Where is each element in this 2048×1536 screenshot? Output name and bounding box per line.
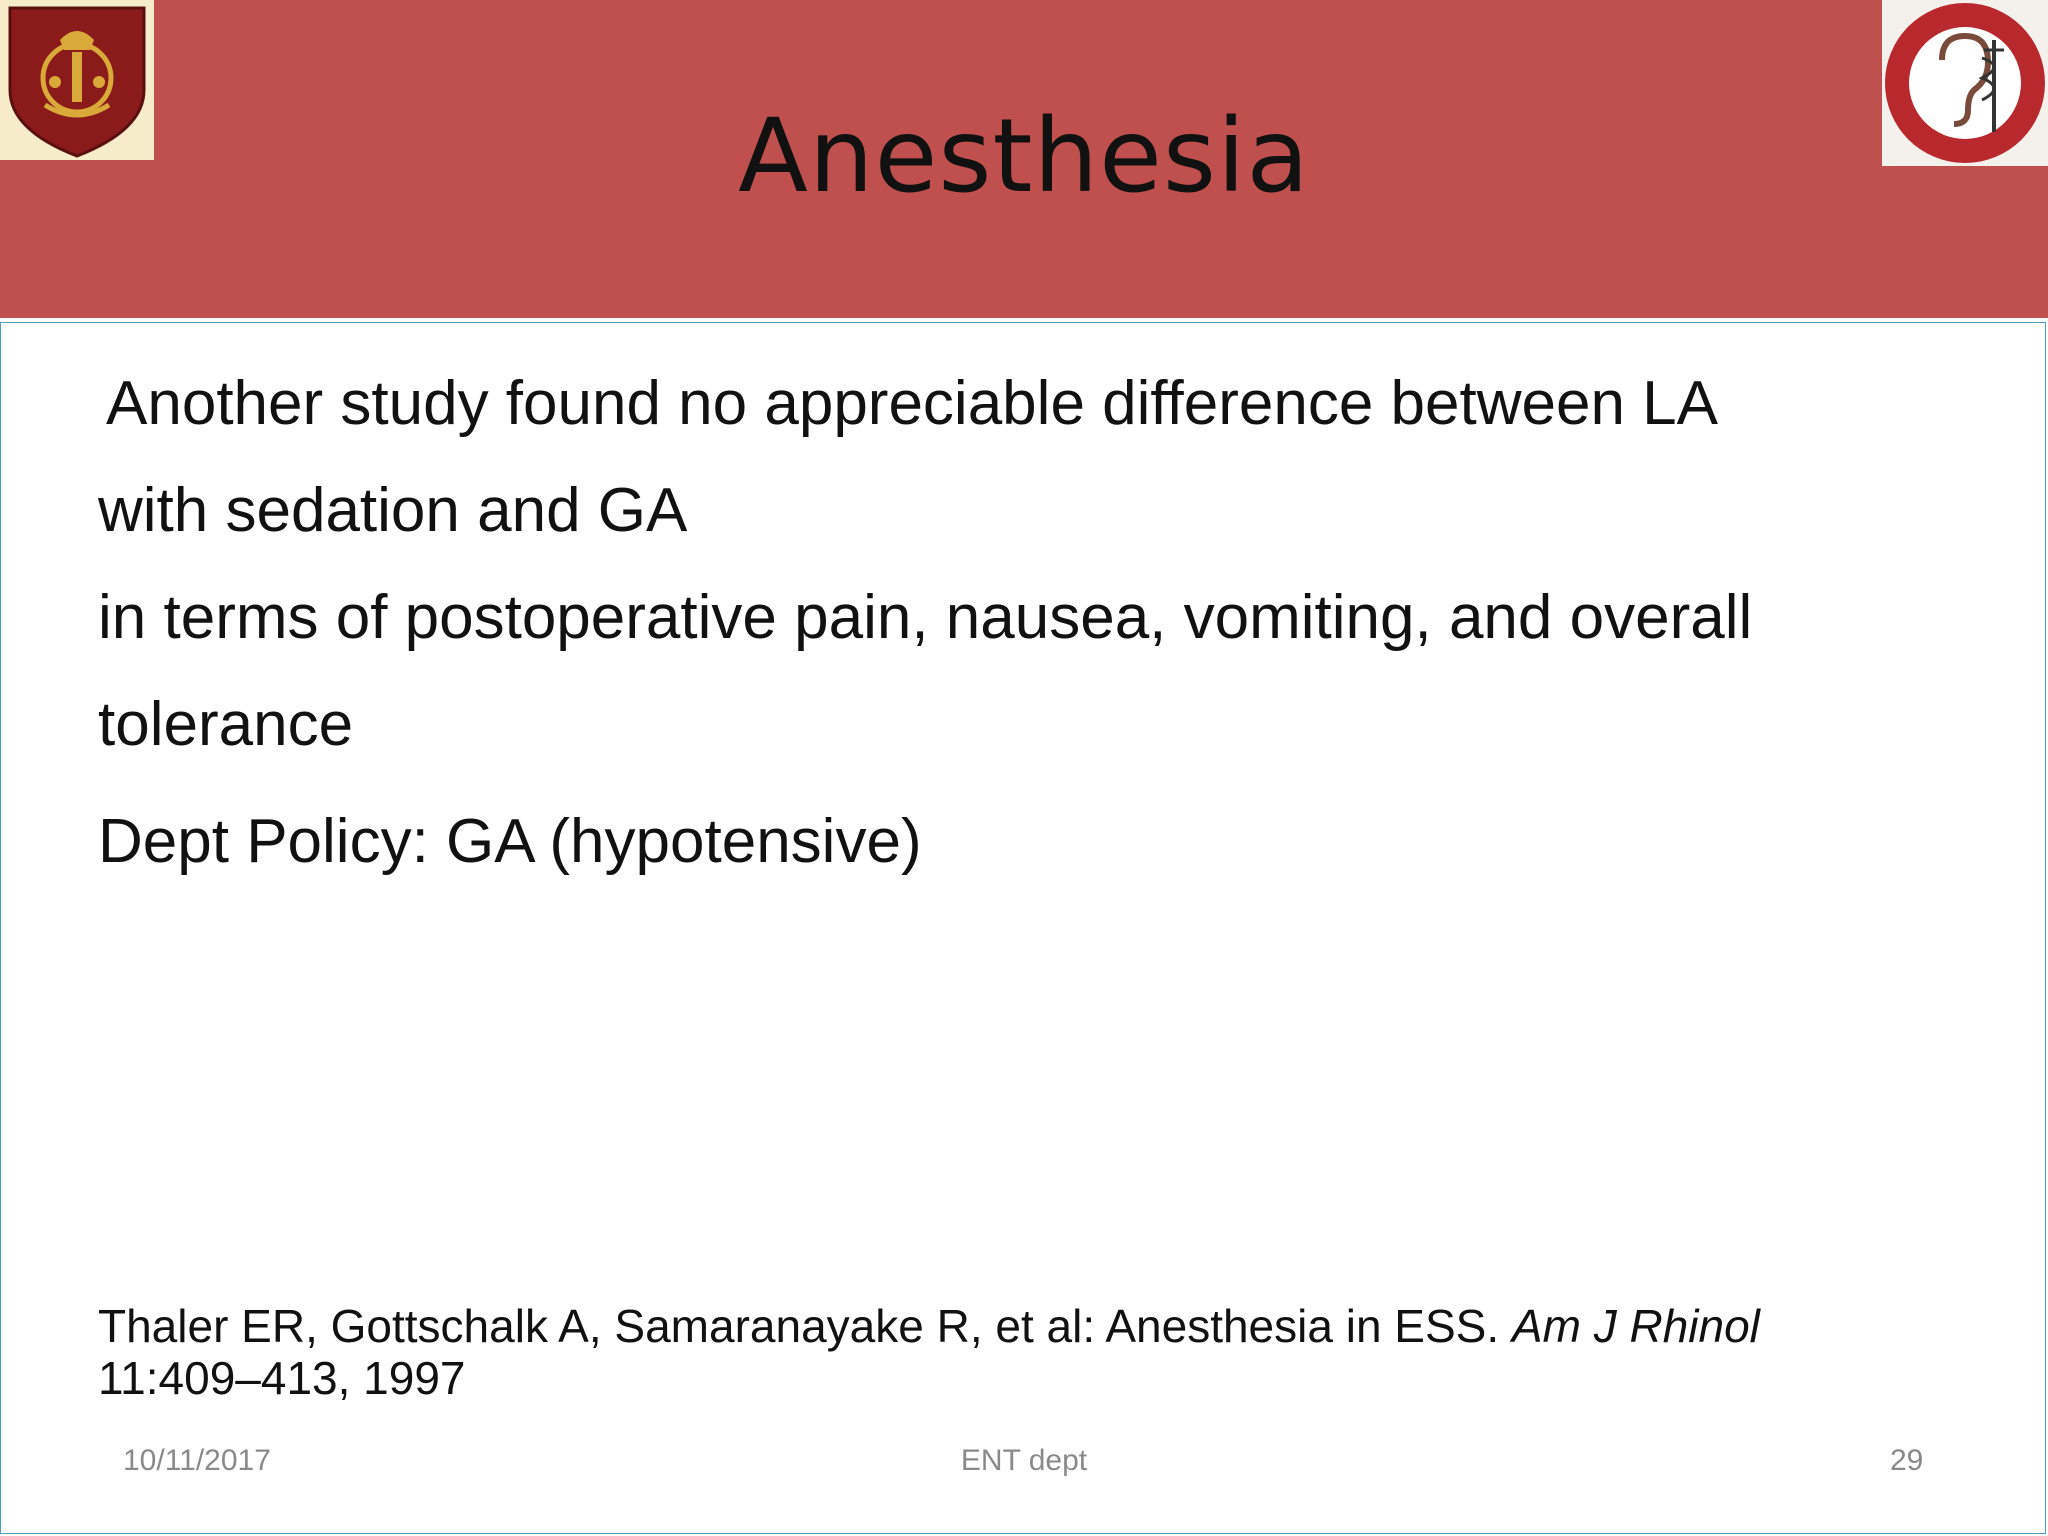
footer-department: ENT dept <box>960 1444 1088 1477</box>
body-line: Another study found no appreciable difference between LA <box>106 369 1718 438</box>
footer-page-number: 29 <box>1890 1444 1924 1477</box>
slide-title: Anesthesia <box>738 97 1310 216</box>
reference-citation <box>98 1300 1978 1404</box>
citation-journal: Am J Rhinol <box>1511 1300 1760 1352</box>
citation-authors: Thaler ER, Gottschalk A, Samaranayake R, et al: Anesthesia in ESS. <box>98 1300 1512 1352</box>
body-line: tolerance <box>98 690 354 759</box>
dept-policy-text: Dept Policy: GA (hypotensive) <box>98 807 922 876</box>
body-line: in terms of postoperative pain, nausea, vomiting, and overall <box>98 583 1753 652</box>
citation-volume: 11:409–413, 1997 <box>98 1352 466 1404</box>
body-line: with sedation and GA <box>98 476 688 545</box>
body-text <box>98 350 1978 778</box>
footer-date: 10/11/2017 <box>123 1444 271 1477</box>
